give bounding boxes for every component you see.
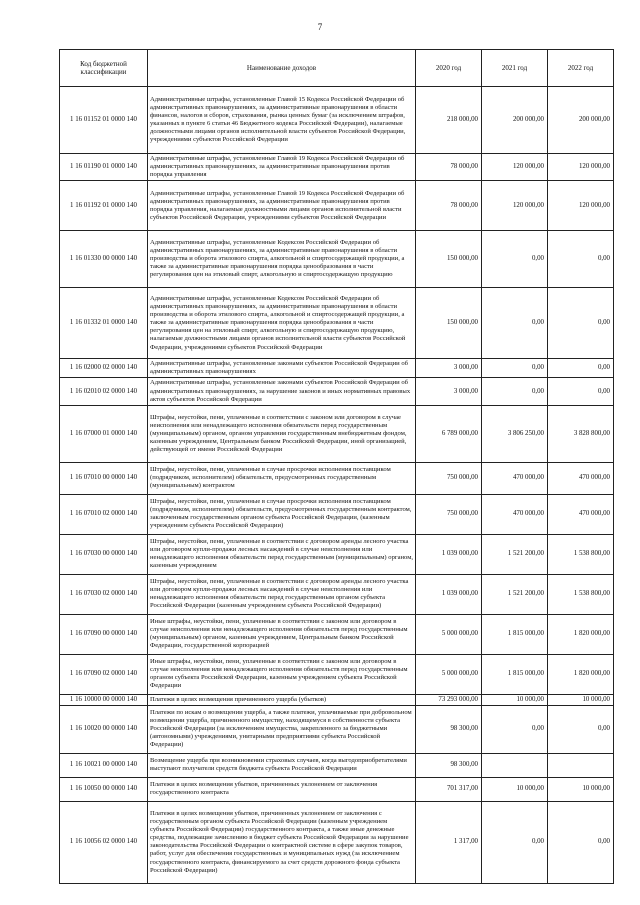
row-value-2022: 1 820 000,00 bbox=[548, 614, 614, 654]
row-value-2022: 0,00 bbox=[548, 231, 614, 288]
row-code: 1 16 07030 02 0000 140 bbox=[60, 574, 148, 614]
row-name: Возмещение ущерба при возникновении страховых случаев, когда выгодоприобретателями выступают получатели средств бюджета субъекта Российской Федерации bbox=[148, 753, 416, 777]
table-row bbox=[60, 801, 614, 883]
row-name: Платежи по искам о возмещении ущерба, а также платежи, уплачиваемые при добровольном возмещении ущерба, причиненного имуществу, находящемуся в собственности субъекта Российской Федерации (за исключением имущества, закрепленного за бюджетными (автономными) учреждениями, унитарными предприятиями субъекта Российской Федерации) bbox=[148, 705, 416, 753]
row-name: Платежи в целях возмещения убытков, причиненных уклонением от заключения государственного контракта bbox=[148, 777, 416, 801]
row-value-2022: 1 538 800,00 bbox=[548, 534, 614, 574]
row-value-2021: 120 000,00 bbox=[482, 181, 548, 231]
table-row bbox=[60, 87, 614, 154]
header-2021: 2021 год bbox=[482, 50, 548, 87]
row-name: Административные штрафы, установленные Главой 15 Кодекса Российской Федерации об административных правонарушениях, за административные правонарушения в области финансов, налогов и сборов, страхования, рынка ценных бумаг (за исключением штрафов, указанных в пункте 6 статьи 46 Бюджетного кодекса Российской Федерации), налагаемые должностными лицами органов исполнительной власти субъектов Российской Федерации, учреждениями субъектов Российской Федерации bbox=[148, 87, 416, 154]
row-value-2020: 3 000,00 bbox=[416, 359, 482, 378]
row-value-2020: 5 000 000,00 bbox=[416, 654, 482, 694]
row-value-2022: 10 000,00 bbox=[548, 777, 614, 801]
row-value-2020: 6 789 000,00 bbox=[416, 405, 482, 462]
row-value-2020: 1 039 000,00 bbox=[416, 534, 482, 574]
table-row bbox=[60, 359, 614, 378]
row-value-2021 bbox=[482, 753, 548, 777]
row-value-2020: 5 000 000,00 bbox=[416, 614, 482, 654]
row-code: 1 16 07090 02 0000 140 bbox=[60, 654, 148, 694]
row-code: 1 16 10056 02 0000 140 bbox=[60, 801, 148, 883]
row-code: 1 16 10021 00 0000 140 bbox=[60, 753, 148, 777]
row-code: 1 16 01192 01 0000 140 bbox=[60, 181, 148, 231]
row-value-2022: 1 538 800,00 bbox=[548, 574, 614, 614]
row-name: Штрафы, неустойки, пени, уплаченные в соответствии с законом или договором в случае неисполнения или ненадлежащего исполнения обязательств перед государственным (муниципальным) органом, органом управления государственным внебюджетным фондом, казенным учреждением, Центральным банком Российской Федерации, иной организацией, действующей от имени Российской Федерации bbox=[148, 405, 416, 462]
row-value-2020: 1 039 000,00 bbox=[416, 574, 482, 614]
row-code: 1 16 10020 00 0000 140 bbox=[60, 705, 148, 753]
header-2020: 2020 год bbox=[416, 50, 482, 87]
row-value-2022: 120 000,00 bbox=[548, 181, 614, 231]
row-value-2021: 0,00 bbox=[482, 231, 548, 288]
row-value-2021: 120 000,00 bbox=[482, 154, 548, 181]
header-2022: 2022 год bbox=[548, 50, 614, 87]
row-value-2021: 0,00 bbox=[482, 801, 548, 883]
row-value-2021: 470 000,00 bbox=[482, 462, 548, 494]
row-value-2022: 10 000,00 bbox=[548, 694, 614, 705]
row-value-2021: 10 000,00 bbox=[482, 777, 548, 801]
revenue-table bbox=[59, 49, 614, 884]
row-value-2021: 0,00 bbox=[482, 378, 548, 405]
table-row bbox=[60, 753, 614, 777]
row-value-2020: 78 000,00 bbox=[416, 154, 482, 181]
row-name: Иные штрафы, неустойки, пени, уплаченные в соответствии с законом или договором в случае неисполнения или ненадлежащего исполнения обязательств перед государственным органом субъекта Российской Федерации, казенным учреждением субъекта Российской Федерации bbox=[148, 654, 416, 694]
row-value-2020: 73 293 000,00 bbox=[416, 694, 482, 705]
table-row bbox=[60, 534, 614, 574]
row-name: Платежи в целях возмещения убытков, причиненных уклонением от заключения с государственным органом субъекта Российской Федерации (казенным учреждением субъекта Российской Федерации) государственного контракта, а также иные денежные средства, подлежащие зачислению в бюджет субъекта Российской Федерации за нарушение законодательства Российской Федерации о контрактной системе в сфере закупок товаров, работ, услуг для обеспечения государственных и муниципальных нужд (за исключением государственного контракта, финансируемого за счет средств дорожного фонда субъекта Российской Федерации) bbox=[148, 801, 416, 883]
row-value-2020: 150 000,00 bbox=[416, 288, 482, 359]
row-name: Платежи в целях возмещения причиненного ущерба (убытков) bbox=[148, 694, 416, 705]
row-value-2022: 470 000,00 bbox=[548, 462, 614, 494]
row-name: Штрафы, неустойки, пени, уплаченные в случае просрочки исполнения поставщиком (подрядчиком, исполнителем) обязательств, предусмотренных государственным контрактом, заключенным государственным органом субъекта Российской Федерации, (казенным учреждением субъекта Российской Федерации) bbox=[148, 494, 416, 534]
header-code: Код бюджетной классификации bbox=[60, 50, 148, 87]
row-value-2021: 1 815 000,00 bbox=[482, 654, 548, 694]
row-name: Иные штрафы, неустойки, пени, уплаченные в соответствии с законом или договором в случае неисполнения или ненадлежащего исполнения обязательств перед государственным (муниципальным) органом, казенным учреждением, Центральным банком Российской Федерации, государственной корпорацией bbox=[148, 614, 416, 654]
table-row bbox=[60, 288, 614, 359]
table-row bbox=[60, 231, 614, 288]
row-code: 1 16 07030 00 0000 140 bbox=[60, 534, 148, 574]
row-value-2022: 200 000,00 bbox=[548, 87, 614, 154]
table-row bbox=[60, 494, 614, 534]
table-row bbox=[60, 705, 614, 753]
row-value-2022: 120 000,00 bbox=[548, 154, 614, 181]
row-value-2021: 1 521 200,00 bbox=[482, 534, 548, 574]
table-row bbox=[60, 378, 614, 405]
table-row bbox=[60, 181, 614, 231]
row-name: Административные штрафы, установленные Главой 19 Кодекса Российской Федерации об административных правонарушениях, за административные правонарушения против порядка управления, налагаемые должностными лицами органов исполнительной власти субъектов Российской Федерации, учреждениями субъектов Российской Федерации bbox=[148, 181, 416, 231]
row-code: 1 16 01190 01 0000 140 bbox=[60, 154, 148, 181]
row-value-2021: 0,00 bbox=[482, 288, 548, 359]
row-value-2021: 200 000,00 bbox=[482, 87, 548, 154]
table-row bbox=[60, 462, 614, 494]
row-value-2021: 0,00 bbox=[482, 705, 548, 753]
row-name: Штрафы, неустойки, пени, уплаченные в случае просрочки исполнения поставщиком (подрядчиком, исполнителем) обязательств, предусмотренных государственным (муниципальным) контрактом bbox=[148, 462, 416, 494]
table-header-row bbox=[60, 50, 614, 87]
row-name: Штрафы, неустойки, пени, уплаченные в соответствии с договором аренды лесного участка или договором купли-продажи лесных насаждений в случае неисполнения или ненадлежащего исполнения обязательств перед государственным органом субъекта Российской Федерации (казенным учреждением субъекта Российской Федерации) bbox=[148, 574, 416, 614]
table-row bbox=[60, 614, 614, 654]
row-name: Административные штрафы, установленные законами субъектов Российской Федерации об административных правонарушениях bbox=[148, 359, 416, 378]
table-row bbox=[60, 694, 614, 705]
row-value-2022: 3 828 800,00 bbox=[548, 405, 614, 462]
row-value-2021: 10 000,00 bbox=[482, 694, 548, 705]
row-value-2022: 470 000,00 bbox=[548, 494, 614, 534]
row-code: 1 16 07010 02 0000 140 bbox=[60, 494, 148, 534]
row-code: 1 16 07090 00 0000 140 bbox=[60, 614, 148, 654]
row-value-2020: 3 000,00 bbox=[416, 378, 482, 405]
header-name: Наименование доходов bbox=[148, 50, 416, 87]
row-name: Административные штрафы, установленные Кодексом Российской Федерации об административных правонарушениях, за административные правонарушения в области производства и оборота этилового спирта, алкогольной и спиртосодержащей продукции, а также за административные правонарушения порядка ценообразования в части регулирования цен на этиловый спирт, алкогольную и спиртосодержащую продукцию, налагаемые должностными лицами органов исполнительной власти субъектов Российской Федерации, учреждениями субъектов Российской Федерации bbox=[148, 288, 416, 359]
row-name: Административные штрафы, установленные Главой 19 Кодекса Российской Федерации об административных правонарушениях, за административные правонарушения против порядка управления bbox=[148, 154, 416, 181]
row-value-2021: 1 815 000,00 bbox=[482, 614, 548, 654]
row-value-2022 bbox=[548, 753, 614, 777]
row-value-2020: 1 317,00 bbox=[416, 801, 482, 883]
table-row bbox=[60, 405, 614, 462]
row-code: 1 16 07010 00 0000 140 bbox=[60, 462, 148, 494]
row-value-2020: 750 000,00 bbox=[416, 494, 482, 534]
row-value-2020: 78 000,00 bbox=[416, 181, 482, 231]
row-code: 1 16 10050 00 0000 140 bbox=[60, 777, 148, 801]
row-value-2022: 0,00 bbox=[548, 801, 614, 883]
row-value-2021: 1 521 200,00 bbox=[482, 574, 548, 614]
table-row bbox=[60, 777, 614, 801]
row-name: Административные штрафы, установленные законами субъектов Российской Федерации об административных правонарушениях, за нарушение законов и иных нормативных правовых актов субъектов Российской Федерации bbox=[148, 378, 416, 405]
row-code: 1 16 07000 01 0000 140 bbox=[60, 405, 148, 462]
row-value-2020: 150 000,00 bbox=[416, 231, 482, 288]
row-value-2022: 0,00 bbox=[548, 359, 614, 378]
page-number: 7 bbox=[317, 22, 323, 32]
row-value-2021: 3 806 250,00 bbox=[482, 405, 548, 462]
row-value-2022: 0,00 bbox=[548, 705, 614, 753]
table-row bbox=[60, 574, 614, 614]
table-row bbox=[60, 654, 614, 694]
row-value-2020: 218 000,00 bbox=[416, 87, 482, 154]
row-code: 1 16 01332 01 0000 140 bbox=[60, 288, 148, 359]
row-value-2021: 0,00 bbox=[482, 359, 548, 378]
row-value-2020: 98 300,00 bbox=[416, 753, 482, 777]
row-value-2020: 701 317,00 bbox=[416, 777, 482, 801]
row-code: 1 16 01330 00 0000 140 bbox=[60, 231, 148, 288]
row-name: Административные штрафы, установленные Кодексом Российской Федерации об административных правонарушениях, за административные правонарушения в области производства и оборота этилового спирта, алкогольной и спиртосодержащей продукции, а также за административные правонарушения порядка ценообразования в части регулирования цен на этиловый спирт, алкогольную и спиртосодержащую продукцию bbox=[148, 231, 416, 288]
row-code: 1 16 01152 01 0000 140 bbox=[60, 87, 148, 154]
table-row bbox=[60, 154, 614, 181]
row-code: 1 16 10000 00 0000 140 bbox=[60, 694, 148, 705]
row-value-2020: 98 300,00 bbox=[416, 705, 482, 753]
row-name: Штрафы, неустойки, пени, уплаченные в соответствии с договором аренды лесного участка или договором купли-продажи лесных насаждений в случае неисполнения или ненадлежащего исполнения обязательств перед государственным (муниципальным) органом, казенным учреждением bbox=[148, 534, 416, 574]
row-value-2021: 470 000,00 bbox=[482, 494, 548, 534]
row-value-2020: 750 000,00 bbox=[416, 462, 482, 494]
row-code: 1 16 02000 02 0000 140 bbox=[60, 359, 148, 378]
row-value-2022: 0,00 bbox=[548, 288, 614, 359]
row-code: 1 16 02010 02 0000 140 bbox=[60, 378, 148, 405]
row-value-2022: 1 820 000,00 bbox=[548, 654, 614, 694]
row-value-2022: 0,00 bbox=[548, 378, 614, 405]
